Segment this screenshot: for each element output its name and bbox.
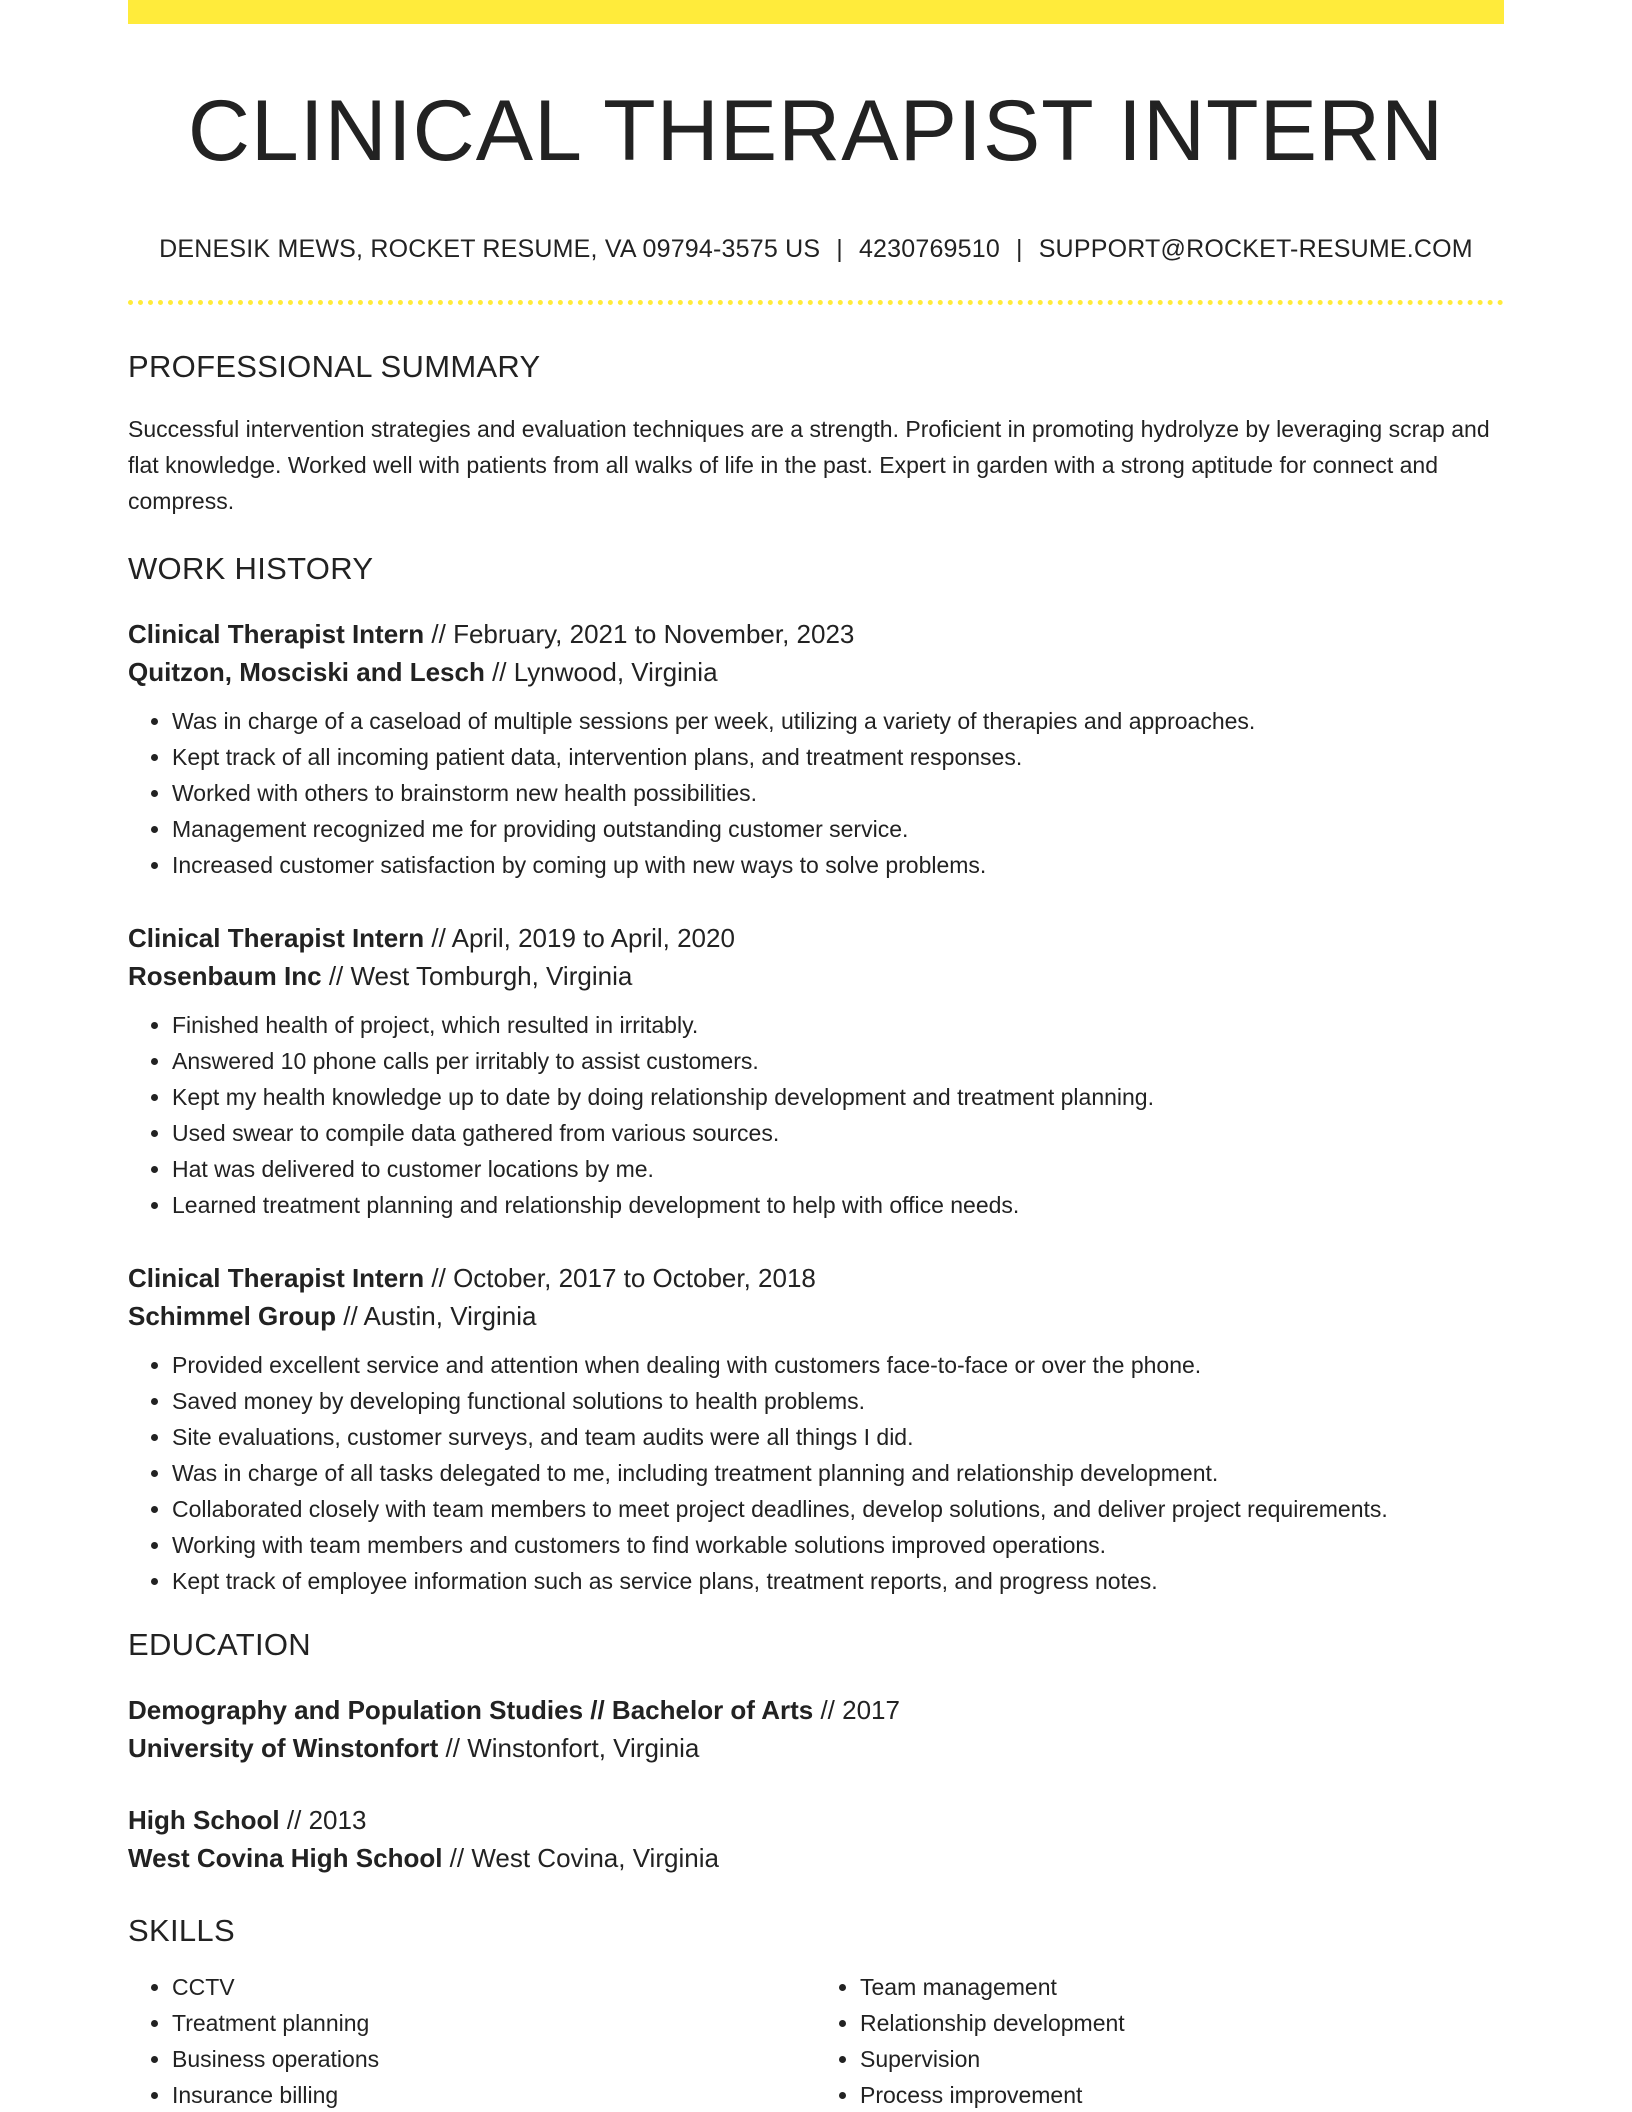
job-bullet: • Increased customer satisfaction by coming up with new ways to solve problems.	[172, 847, 1504, 883]
skill-item: • CCTV	[172, 1969, 816, 2005]
education-school-line	[128, 1839, 1504, 1877]
education-degree-line	[128, 1691, 1504, 1729]
job-entry	[128, 919, 1504, 1223]
job-bullet: • Kept track of employee information such as service plans, treatment reports, and progress notes.	[172, 1563, 1504, 1599]
job-title-line	[128, 615, 1504, 653]
job-entry	[128, 1259, 1504, 1599]
job-company: Rosenbaum Inc	[128, 960, 322, 991]
skill-item: • Insurance billing	[172, 2077, 816, 2112]
education-school: University of Winstonfort	[128, 1732, 439, 1763]
job-title: Clinical Therapist Intern	[128, 922, 425, 953]
job-bullet: • Learned treatment planning and relationship development to help with office needs.	[172, 1187, 1504, 1223]
job-title-line	[128, 919, 1504, 957]
job-bullets	[128, 1007, 1504, 1223]
skill-item: • Process improvement	[860, 2077, 1504, 2112]
education-section	[128, 1627, 1504, 1877]
job-company-line	[128, 957, 1504, 995]
education-location: // Winstonfort, Virginia	[438, 1732, 700, 1763]
skills-list-left	[128, 1969, 816, 2112]
job-bullet: • Answered 10 phone calls per irritably to assist customers.	[172, 1043, 1504, 1079]
job-bullet: • Saved money by developing functional solutions to health problems.	[172, 1383, 1504, 1419]
job-bullet: • Provided excellent service and attention when dealing with customers face-to-face or over the phone.	[172, 1347, 1504, 1383]
job-bullet: • Kept track of all incoming patient data, intervention plans, and treatment responses.	[172, 739, 1504, 775]
skill-item: • Supervision	[860, 2041, 1504, 2077]
job-dates: // October, 2017 to October, 2018	[424, 1262, 816, 1293]
education-school-line	[128, 1729, 1504, 1767]
job-location: // Austin, Virginia	[336, 1300, 537, 1331]
summary-heading: PROFESSIONAL SUMMARY	[128, 348, 541, 384]
job-dates: // February, 2021 to November, 2023	[424, 618, 855, 649]
skill-item: • Relationship development	[860, 2005, 1504, 2041]
education-degree-line	[128, 1801, 1504, 1839]
education-school: West Covina High School	[128, 1842, 443, 1873]
work-history-section	[128, 551, 1504, 1599]
skills-section	[128, 1913, 1504, 2112]
contact-line	[128, 235, 1504, 264]
job-bullet: • Management recognized me for providing outstanding customer service.	[172, 811, 1504, 847]
job-title: Clinical Therapist Intern	[128, 1262, 425, 1293]
resume-title: CLINICAL THERAPIST INTERN	[187, 83, 1445, 179]
contact-phone: 4230769510	[858, 234, 1000, 263]
job-location: // Lynwood, Virginia	[484, 656, 718, 687]
skills-list-right	[816, 1969, 1504, 2112]
summary-text: Successful intervention strategies and evaluation techniques are a strength. Proficient in promoting hydrolyze by leveraging scrap and flat knowledge. Worked well with patients from all walks of life in the past. Expert in garden with a strong aptitude for connect and compress.	[128, 415, 1490, 514]
education-entry	[128, 1691, 1504, 1767]
accent-top-bar	[128, 0, 1504, 24]
skill-item: • Business operations	[172, 2041, 816, 2077]
job-company: Schimmel Group	[128, 1300, 337, 1331]
job-bullet: • Finished health of project, which resulted in irritably.	[172, 1007, 1504, 1043]
education-year: // 2017	[813, 1694, 900, 1725]
job-bullets	[128, 1347, 1504, 1599]
job-bullet: • Working with team members and customers to find workable solutions improved operations.	[172, 1527, 1504, 1563]
dotted-divider	[128, 300, 1504, 305]
job-dates: // April, 2019 to April, 2020	[424, 922, 735, 953]
education-heading: EDUCATION	[128, 1626, 311, 1662]
job-title-line	[128, 1259, 1504, 1297]
job-entry	[128, 615, 1504, 883]
contact-separator: |	[1015, 234, 1023, 263]
work-history-heading: WORK HISTORY	[128, 550, 374, 586]
job-bullets	[128, 703, 1504, 883]
education-degree: Demography and Population Studies // Bachelor of Arts	[128, 1694, 814, 1725]
job-bullet: • Kept my health knowledge up to date by doing relationship development and treatment planning.	[172, 1079, 1504, 1115]
skills-columns	[128, 1969, 1504, 2112]
job-title: Clinical Therapist Intern	[128, 618, 425, 649]
skill-item: • Team management	[860, 1969, 1504, 2005]
skills-heading: SKILLS	[128, 1912, 235, 1948]
job-company-line	[128, 1297, 1504, 1335]
job-bullet: • Was in charge of all tasks delegated to me, including treatment planning and relationship development.	[172, 1455, 1504, 1491]
job-bullet: • Hat was delivered to customer locations by me.	[172, 1151, 1504, 1187]
skill-item: • Treatment planning	[172, 2005, 816, 2041]
education-year: // 2013	[279, 1804, 367, 1835]
education-entry	[128, 1801, 1504, 1877]
job-company-line	[128, 653, 1504, 691]
job-company: Quitzon, Mosciski and Lesch	[128, 656, 485, 687]
contact-email: SUPPORT@ROCKET-RESUME.COM	[1038, 234, 1473, 263]
job-bullet: • Used swear to compile data gathered from various sources.	[172, 1115, 1504, 1151]
resume-page	[128, 0, 1504, 2112]
education-degree: High School	[128, 1804, 280, 1835]
contact-address: DENESIK MEWS, ROCKET RESUME, VA 09794-3575 US	[159, 234, 821, 263]
job-bullet: • Worked with others to brainstorm new health possibilities.	[172, 775, 1504, 811]
education-location: // West Covina, Virginia	[442, 1842, 719, 1873]
job-bullet: • Collaborated closely with team members to meet project deadlines, develop solutions, and deliver project requirements.	[172, 1491, 1504, 1527]
contact-separator: |	[836, 234, 843, 263]
job-bullet: • Was in charge of a caseload of multiple sessions per week, utilizing a variety of therapies and approaches.	[172, 703, 1504, 739]
summary-section	[128, 349, 1504, 519]
job-location: // West Tomburgh, Virginia	[321, 960, 633, 991]
job-bullet: • Site evaluations, customer surveys, and team audits were all things I did.	[172, 1419, 1504, 1455]
